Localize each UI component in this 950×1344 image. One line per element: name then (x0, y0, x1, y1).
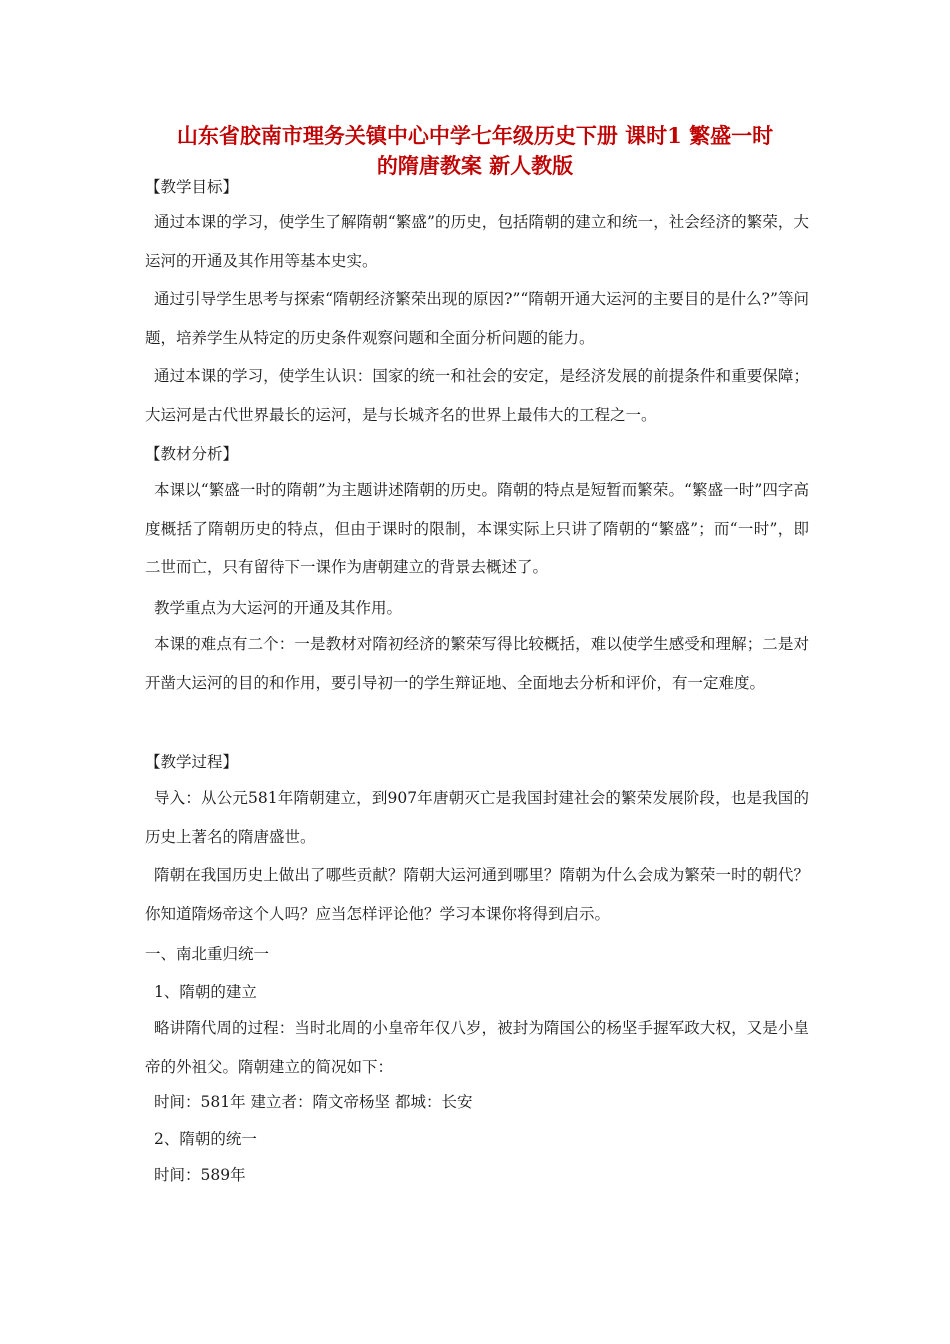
goal-paragraph-3: 通过本课的学习，使学生认识：国家的统一和社会的安定，是经济发展的前提条件和重要保障；大运河是古代世界最长的运河，是与长城齐名的世界上最伟大的工程之一。 (145, 367, 809, 424)
sub-1-paragraph: 略讲隋代周的过程：当时北周的小皇帝年仅八岁，被封为隋国公的杨坚手握军政大权，又是小皇帝的外祖父。隋朝建立的简况如下： (145, 1019, 809, 1076)
goal-paragraph-1: 通过本课的学习，使学生了解隋朝“繁盛”的历史，包括隋朝的建立和统一，社会经济的繁荣，大运河的开通及其作用等基本史实。 (145, 213, 809, 270)
part-heading-1: 一、南北重归统一 (145, 945, 270, 963)
process-questions-paragraph: 隋朝在我国历史上做出了哪些贡献？隋朝大运河通到哪里？隋朝为什么会成为繁荣一时的朝代？你知道隋炀帝这个人吗？应当怎样评论他？学习本课你将得到启示。 (145, 866, 809, 923)
section-heading-analysis: 【教材分析】 (145, 445, 239, 463)
title-line-1: 山东省胶南市理务关镇中心中学七年级历史下册 课时1 繁盛一时 (176, 123, 774, 148)
sub-1-facts: 时间：581年 建立者：隋文帝杨坚 都城：长安 (154, 1093, 473, 1111)
analysis-paragraph-2: 教学重点为大运河的开通及其作用。 (154, 599, 403, 617)
section-heading-goals: 【教学目标】 (145, 178, 239, 196)
analysis-paragraph-3: 本课的难点有二个：一是教材对隋初经济的繁荣写得比较概括，难以使学生感受和理解；二是对开凿大运河的目的和作用，要引导初一的学生辩证地、全面地去分析和评价，有一定难度。 (145, 635, 809, 692)
document-title (140, 121, 810, 181)
process-intro-paragraph: 导入：从公元581年隋朝建立，到907年唐朝灭亡是我国封建社会的繁荣发展阶段，也是我国的历史上著名的隋唐盛世。 (145, 789, 809, 846)
title-line-2: 的隋唐教案 新人教版 (376, 153, 574, 178)
sub-heading-2: 2、隋朝的统一 (154, 1130, 257, 1148)
analysis-paragraph-1: 本课以“繁盛一时的隋朝”为主题讲述隋朝的历史。隋朝的特点是短暂而繁荣。“繁盛一时”四字高度概括了隋朝历史的特点，但由于课时的限制，本课实际上只讲了隋朝的“繁盛”；而“一时”，即二世而亡，只有留待下一课作为唐朝建立的背景去概述了。 (145, 481, 809, 576)
sub-2-time: 时间：589年 (154, 1166, 246, 1184)
section-heading-process: 【教学过程】 (145, 753, 239, 771)
goal-paragraph-2: 通过引导学生思考与探索“隋朝经济繁荣出现的原因?”“隋朝开通大运河的主要目的是什么?”等问题，培养学生从特定的历史条件观察问题和全面分析问题的能力。 (145, 290, 809, 347)
sub-heading-1: 1、隋朝的建立 (154, 983, 257, 1001)
